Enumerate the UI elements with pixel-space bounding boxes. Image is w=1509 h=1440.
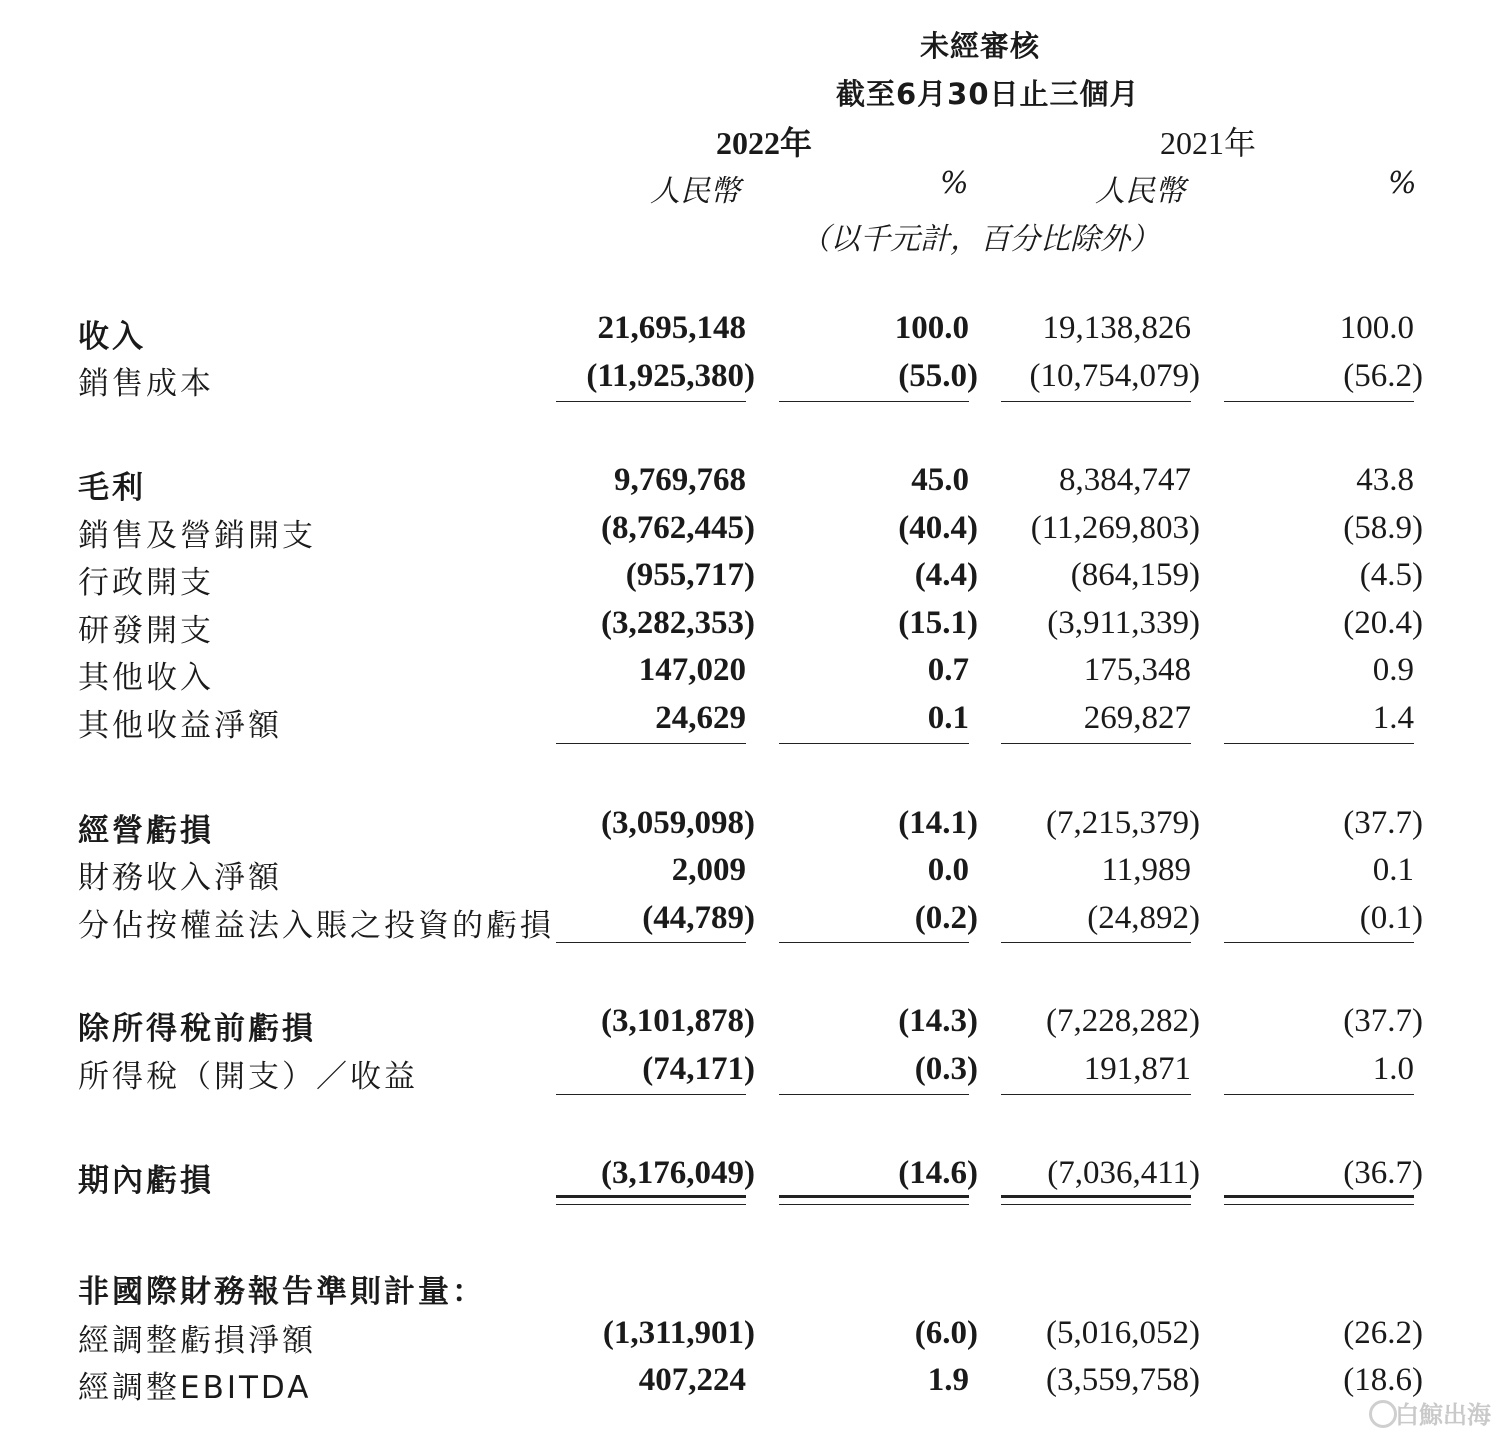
subtotal-rule <box>779 401 969 402</box>
subtotal-rule <box>1224 743 1414 744</box>
units-note: （以千元計，百分比除外） <box>800 222 1160 257</box>
cost-of-sales-2022-value: (11,925,380) <box>586 358 755 394</box>
row-label-selling-marketing: 銷售及營銷開支 <box>78 518 316 554</box>
row-label-adjusted-ebitda: 經調整EBITDA <box>78 1370 312 1406</box>
equity-investment-loss-2021-percent: (0.1) <box>1359 900 1423 936</box>
row-label-other-gains: 其他收益淨額 <box>78 708 282 744</box>
double-rule-upper <box>1001 1195 1191 1198</box>
finance-income-2021-percent: 0.1 <box>1372 852 1414 888</box>
subtotal-rule <box>556 743 746 744</box>
double-rule-lower <box>1001 1204 1191 1205</box>
adjusted-ebitda-2022-percent: 1.9 <box>927 1362 969 1398</box>
gross-profit-2021-percent: 43.8 <box>1356 462 1414 498</box>
subtotal-rule <box>1001 401 1191 402</box>
adjusted-ebitda-2021-percent: (18.6) <box>1343 1362 1423 1398</box>
row-label-loss-for-period: 期內虧損 <box>78 1163 214 1199</box>
finance-income-2022-percent: 0.0 <box>927 852 969 888</box>
subtotal-rule <box>1001 1094 1191 1095</box>
finance-income-2022-value: 2,009 <box>671 852 746 888</box>
admin-expenses-2021-percent: (4.5) <box>1359 557 1423 593</box>
loss-for-period-2022-percent: (14.6) <box>898 1155 978 1191</box>
loss-for-period-2021-percent: (36.7) <box>1343 1155 1423 1191</box>
subtotal-rule <box>1224 401 1414 402</box>
selling-marketing-2021-value: (11,269,803) <box>1030 510 1200 546</box>
adjusted-net-loss-2021-value: (5,016,052) <box>1046 1315 1200 1351</box>
double-rule-upper <box>779 1195 969 1198</box>
adjusted-ebitda-2022-value: 407,224 <box>638 1362 746 1398</box>
finance-income-2021-value: 11,989 <box>1101 852 1191 888</box>
double-rule-upper <box>556 1195 746 1198</box>
adjusted-net-loss-2022-percent: (6.0) <box>914 1315 978 1351</box>
adjusted-net-loss-2021-percent: (26.2) <box>1343 1315 1423 1351</box>
loss-before-tax-2021-percent: (37.7) <box>1343 1003 1423 1039</box>
row-label-finance-income: 財務收入淨額 <box>78 860 282 896</box>
watermark-logo-icon <box>1369 1400 1397 1428</box>
double-rule-lower <box>1224 1204 1414 1205</box>
revenue-2021-percent: 100.0 <box>1339 310 1414 346</box>
percent-2021-heading: % <box>1388 166 1417 201</box>
operating-loss-2022-value: (3,059,098) <box>601 805 755 841</box>
operating-loss-2021-value: (7,215,379) <box>1046 805 1200 841</box>
other-income-2021-value: 175,348 <box>1083 652 1191 688</box>
other-gains-2021-value: 269,827 <box>1083 700 1191 736</box>
section-heading-non-ifrs: 非國際財務報告準則計量： <box>78 1274 486 1310</box>
subtotal-rule <box>779 743 969 744</box>
operating-loss-2022-percent: (14.1) <box>898 805 978 841</box>
row-label-income-tax: 所得稅（開支）／收益 <box>78 1059 418 1095</box>
currency-2022-heading: 人民幣 <box>650 174 740 209</box>
row-label-operating-loss: 經營虧損 <box>78 813 214 849</box>
subtotal-rule <box>1001 942 1191 943</box>
adjusted-ebitda-2021-value: (3,559,758) <box>1046 1362 1200 1398</box>
currency-2021-heading: 人民幣 <box>1095 174 1185 209</box>
double-rule-upper <box>1224 1195 1414 1198</box>
subtotal-rule <box>1224 942 1414 943</box>
loss-for-period-2022-value: (3,176,049) <box>601 1155 755 1191</box>
equity-investment-loss-2022-value: (44,789) <box>642 900 755 936</box>
row-label-admin-expenses: 行政開支 <box>78 565 214 601</box>
cost-of-sales-2021-percent: (56.2) <box>1343 358 1423 394</box>
row-label-adjusted-net-loss: 經調整虧損淨額 <box>78 1323 316 1359</box>
equity-investment-loss-2022-percent: (0.2) <box>914 900 978 936</box>
subtotal-rule <box>556 1094 746 1095</box>
selling-marketing-2021-percent: (58.9) <box>1343 510 1423 546</box>
revenue-2022-value: 21,695,148 <box>597 310 746 346</box>
other-income-2022-percent: 0.7 <box>927 652 969 688</box>
row-label-cost-of-sales: 銷售成本 <box>78 366 214 402</box>
revenue-2021-value: 19,138,826 <box>1042 310 1191 346</box>
subtotal-rule <box>1224 1094 1414 1095</box>
rd-expenses-2021-percent: (20.4) <box>1343 605 1423 641</box>
admin-expenses-2021-value: (864,159) <box>1070 557 1200 593</box>
loss-before-tax-2022-value: (3,101,878) <box>601 1003 755 1039</box>
other-income-2022-value: 147,020 <box>638 652 746 688</box>
row-label-revenue: 收入 <box>78 319 146 355</box>
gross-profit-2022-percent: 45.0 <box>911 462 969 498</box>
admin-expenses-2022-percent: (4.4) <box>914 557 978 593</box>
operating-loss-2021-percent: (37.7) <box>1343 805 1423 841</box>
row-label-rd-expenses: 研發開支 <box>78 613 214 649</box>
selling-marketing-2022-percent: (40.4) <box>898 510 978 546</box>
equity-investment-loss-2021-value: (24,892) <box>1087 900 1200 936</box>
adjusted-net-loss-2022-value: (1,311,901) <box>602 1315 755 1351</box>
watermark-text: 白鯨出海 <box>1395 1401 1491 1429</box>
row-label-other-income: 其他收入 <box>78 660 214 696</box>
rd-expenses-2022-percent: (15.1) <box>898 605 978 641</box>
period-heading: 截至6月30日止三個月 <box>836 77 1140 111</box>
income-tax-2021-value: 191,871 <box>1083 1051 1191 1087</box>
subtotal-rule <box>556 401 746 402</box>
double-rule-lower <box>779 1204 969 1205</box>
subtotal-rule <box>556 942 746 943</box>
year-2021-heading: 2021年 <box>1160 125 1257 161</box>
double-rule-lower <box>556 1204 746 1205</box>
subtotal-rule <box>1001 743 1191 744</box>
other-gains-2022-percent: 0.1 <box>927 700 969 736</box>
selling-marketing-2022-value: (8,762,445) <box>601 510 755 546</box>
percent-2022-heading: % <box>940 166 969 201</box>
subtotal-rule <box>779 1094 969 1095</box>
rd-expenses-2022-value: (3,282,353) <box>601 605 755 641</box>
row-label-equity-investment-loss: 分佔按權益法入賬之投資的虧損 <box>78 908 554 944</box>
loss-for-period-2021-value: (7,036,411) <box>1047 1155 1200 1191</box>
admin-expenses-2022-value: (955,717) <box>625 557 755 593</box>
income-tax-2021-percent: 1.0 <box>1372 1051 1414 1087</box>
rd-expenses-2021-value: (3,911,339) <box>1047 605 1200 641</box>
income-tax-2022-value: (74,171) <box>642 1051 755 1087</box>
year-2022-heading: 2022年 <box>716 125 813 161</box>
row-label-loss-before-tax: 除所得稅前虧損 <box>78 1011 316 1047</box>
cost-of-sales-2021-value: (10,754,079) <box>1029 358 1200 394</box>
cost-of-sales-2022-percent: (55.0) <box>898 358 978 394</box>
loss-before-tax-2022-percent: (14.3) <box>898 1003 978 1039</box>
other-gains-2022-value: 24,629 <box>655 700 746 736</box>
other-gains-2021-percent: 1.4 <box>1372 700 1414 736</box>
audit-status-heading: 未經審核 <box>920 29 1041 63</box>
income-tax-2022-percent: (0.3) <box>914 1051 978 1087</box>
gross-profit-2022-value: 9,769,768 <box>614 462 746 498</box>
subtotal-rule <box>779 942 969 943</box>
gross-profit-2021-value: 8,384,747 <box>1059 462 1191 498</box>
revenue-2022-percent: 100.0 <box>894 310 969 346</box>
loss-before-tax-2021-value: (7,228,282) <box>1046 1003 1200 1039</box>
row-label-gross-profit: 毛利 <box>78 470 146 506</box>
other-income-2021-percent: 0.9 <box>1372 652 1414 688</box>
